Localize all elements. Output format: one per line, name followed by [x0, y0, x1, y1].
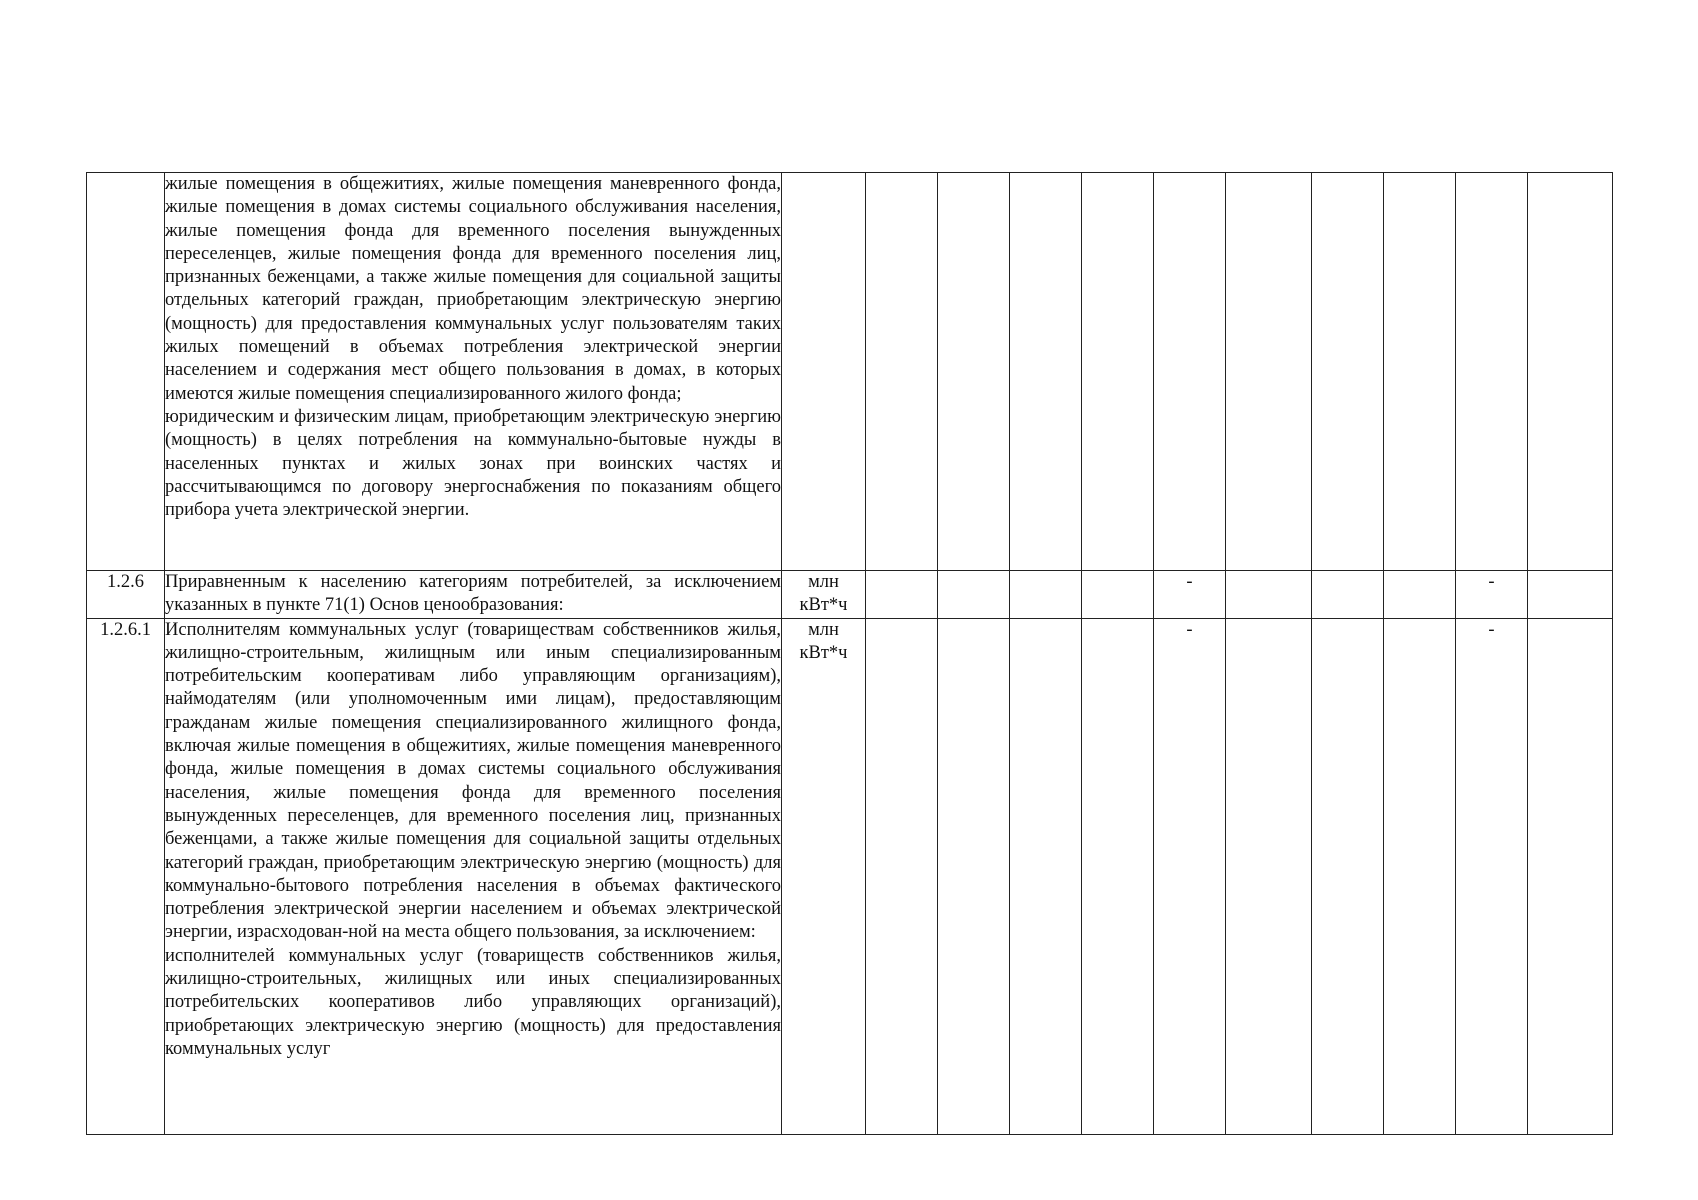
value-cell — [938, 618, 1010, 1134]
value-cell — [938, 173, 1010, 571]
unit-line: млн — [808, 572, 839, 592]
value-cell — [1312, 173, 1384, 571]
value-cell — [1154, 173, 1226, 571]
row-description-cell — [165, 618, 782, 1134]
unit-cell — [782, 618, 866, 1134]
table-row — [87, 618, 1613, 1134]
value-cell — [1528, 571, 1613, 619]
value-cell — [866, 618, 938, 1134]
value-cell — [1082, 571, 1154, 619]
description-paragraph: жилые помещения в общежитиях, жилые помещения маневренного фонда, жилые помещения в домах системы социального обслуживания населения, жилые помещения фонда для временного поселения вынужденных переселенцев, жилые помещения фонда для временного поселения лиц, признанных беженцами, а также жилые помещения для социальной защиты отдельных категорий граждан, приобретающим электрическую энергию (мощность) для предоставления коммунальных услуг пользователям таких жилых помещений в объемах потребления электрической энергии населением и содержания мест общего пользования в домах, в которых имеются жилые помещения специализированного жилого фонда; — [165, 174, 781, 404]
value-cell — [1384, 173, 1456, 571]
table-row — [87, 173, 1613, 571]
description-paragraph: исполнителей коммунальных услуг (товариществ собственников жилья, жилищно-строительных, жилищных или иных специализированных потребительских кооперативов либо управляющих организаций), приобретающих электрическую энергию (мощность) для предоставления коммунальных услуг — [165, 945, 781, 1059]
value-cell — [1010, 173, 1082, 571]
value-cell — [1082, 618, 1154, 1134]
value-cell — [866, 571, 938, 619]
value-cell — [866, 173, 938, 571]
value-cell — [1312, 618, 1384, 1134]
value-cell — [1528, 618, 1613, 1134]
value-cell — [1384, 571, 1456, 619]
description-paragraph: Приравненным к населению категориям потребителей, за исключением указанных в пункте 71(1) Основ ценообразования: — [165, 572, 781, 616]
row-description-cell — [165, 173, 782, 571]
value-cell — [1226, 173, 1312, 571]
value-cell — [1312, 571, 1384, 619]
description-paragraph: Исполнителям коммунальных услуг (товариществам собственников жилья, жилищно-строительным, жилищным или иным специализированным потребительским кооперативам либо управляющим организациям), наймодателям (или уполномоченным ими лицам), предоставляющим гражданам жилые помещения специализированного жилищного фонда, включая жилые помещения в общежитиях, жилые помещения маневренного фонда, жилые помещения в домах системы социального обслуживания населения, жилые помещения фонда для временного поселения вынужденных переселенцев, для временного поселения лиц, признанных беженцами, а также жилые помещения для социальной защиты отдельных категорий граждан, приобретающим электрическую энергию (мощность) для коммунально-бытового потребления населения в объемах фактического потребления электрической энергии населением и объемах электрической энергии, израсходован-ной на места общего пользования, за исключением: — [165, 619, 781, 943]
value-cell: - — [1456, 571, 1528, 619]
row-number-cell: 1.2.6.1 — [87, 618, 165, 1134]
value-cell: - — [1456, 618, 1528, 1134]
value-cell: - — [1154, 571, 1226, 619]
value-cell — [1226, 618, 1312, 1134]
value-cell — [1384, 618, 1456, 1134]
value-cell — [1226, 571, 1312, 619]
value-cell — [1456, 173, 1528, 571]
unit-cell — [782, 173, 866, 571]
value-cell — [1082, 173, 1154, 571]
table-body — [87, 173, 1613, 1135]
value-cell — [1010, 571, 1082, 619]
unit-cell — [782, 571, 866, 619]
row-number-cell — [87, 173, 165, 571]
tariff-table — [86, 172, 1613, 1135]
row-number-cell: 1.2.6 — [87, 571, 165, 619]
unit-line: млн — [808, 619, 839, 640]
table-row — [87, 571, 1613, 619]
description-paragraph: юридическим и физическим лицам, приобретающим электрическую энергию (мощность) в целях потребления на коммунально-бытовые нужды в населенных пунктах и жилых зонах при воинских частях и рассчитывающимся по договору энергоснабжения по показаниям общего прибора учета электрической энергии. — [165, 406, 781, 521]
unit-line: кВт*ч — [799, 595, 848, 616]
value-cell: - — [1154, 618, 1226, 1134]
unit-line: кВт*ч — [799, 642, 848, 663]
row-description-cell — [165, 571, 782, 619]
value-cell — [938, 571, 1010, 619]
value-cell — [1010, 618, 1082, 1134]
value-cell — [1528, 173, 1613, 571]
